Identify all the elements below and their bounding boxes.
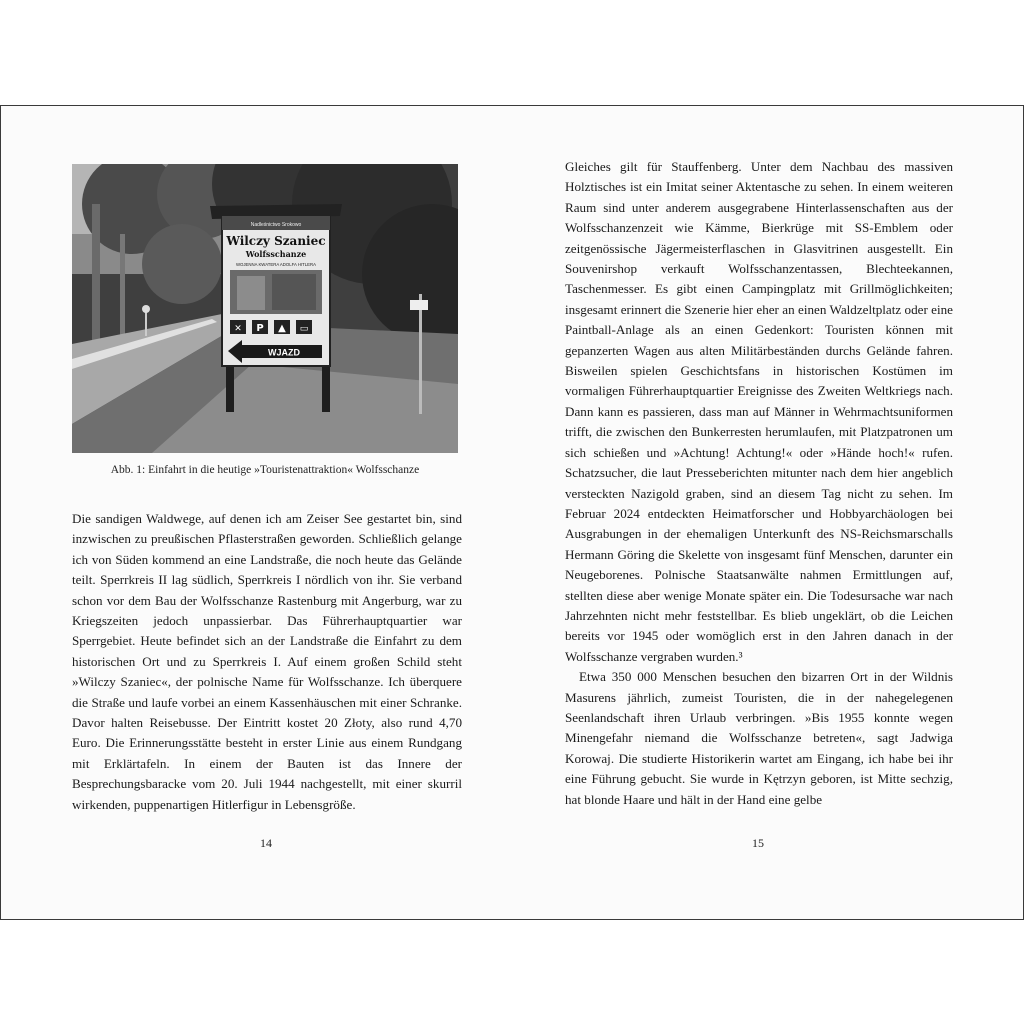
sign-arrow-text: WJAZD (268, 347, 300, 358)
right-body-text (565, 157, 953, 810)
page-number-right: 15 (752, 836, 764, 850)
right-paragraph-2: Etwa 350 000 Menschen besuchen den bizarren Ort in der Wildnis Masurens jährlich, zumeist Touristen, die in der nahegelegenen Seenlandschaft ihren Urlaub verbringen. »Bis 1955 konnte wegen Minengefahr niemand die Wolfsschanze betreten«, sagt Jadwiga Korowaj. Die studierte Historikerin wartet am Eingang, ich habe bei ihr eine Führung gebucht. Sie wurde in Kętrzyn geboren, ist Mitte sechzig, hat blonde Haare und hält in der Hand eine gelbe (565, 669, 953, 807)
page-number-left: 14 (260, 836, 272, 850)
svg-text:▭: ▭ (299, 324, 309, 334)
sign-line: WOJENNA KWATERA ADOLFA HITLERA (236, 262, 316, 267)
left-paragraph: Die sandigen Waldwege, auf denen ich am Zeiser See gestartet bin, sind inzwischen zu preußischen Pflasterstraßen geworden. Schließlich gelange ich von Süden kommend an eine Landstraße, die noch heute das Gelände teilt. Sperrkreis II lag südlich, Sperrkreis I nördlich von ihr. Sie verband schon vor dem Bau der Wolfsschanze Rastenburg mit Angerburg, war zu Kriegszeiten jedoch unpassierbar. Das Führerhauptquartier war Sperrgebiet. Heute befindet sich an der Landstraße die Einfahrt zu dem historischen Ort und zu Sperrkreis I. Auf einem großen Schild steht »Wilczy Szaniec«, der polnische Name für Wolfsschanze. Ich überquere die Straße und laufe vorbei an einem Kassenhäuschen mit einer Schranke. Davor halten Reisebusse. Der Eintritt kostet 20 Złoty, also rund 4,70 Euro. Die Erinnerungsstätte besteht in erster Linie aus einem Rundgang mit Erklärtafeln. In einem der Bauten ist das Innere der Besprechungsbaracke vom 20. Juli 1944 nachgestellt, mit einer skurril wirkenden, puppenartigen Hitlerfigur in Lebensgröße. (72, 511, 462, 812)
figure-photo (72, 164, 458, 453)
sign-header-text: Nadleśnictwo Srokowo (250, 222, 302, 228)
sign-title: Wilczy Szaniec (226, 234, 326, 248)
svg-text:P: P (256, 323, 264, 334)
right-paragraph-1: Gleiches gilt für Stauffenberg. Unter dem Nachbau des massiven Holztisches ist ein Imitat seiner Aktentasche zu sehen. In einem weiteren Raum sind unter anderem ausgegrabene Hinterlassenschaften aus der Wolfsschanzenzeit wie Kämme, Bierkrüge mit SS-Emblem oder zeitgenössische Jägermeisterflaschen in Glasvitrinen ausgestellt. Ein Souvenirshop verkauft Wolfsschanzentassen, Blechteekannen, Taschenmesser. Es gibt einen Campingplatz mit Grillmöglichkeiten; insgesamt erinnert die Szenerie hier eher an einen Waldzeltplatz oder eine Paintball-Anlage als an einen Gedenkort: Touristen können mit gepanzerten Wagen aus alten Militärbeständen durchs Gelände fahren. Bisweilen spielen Geschichtsfans in historischen Kostümen im vormaligen Führerhauptquartier Ereignisse des Zweiten Weltkriegs nach. Dann kann es passieren, dass man auf Männer in Wehrmachtsuniformen trifft, die zwischen den Bunkerresten herumlaufen, mit Platzpatronen um sich schießen und »Achtung! Achtung!« oder »Hände hoch!« rufen. Schatzsucher, die laut Presseberichten mitunter nach dem hier angeblich versteckten Nazigold graben, sind an diesem Tag nicht zu sehen. Im Februar 2024 entdeckten Heimatforscher und Hobbyarchäologen bei Ausgrabungen in der ehemaligen Unterkunft des NS-Reichsmarschalls Hermann Göring die Skelette von insgesamt fünf Menschen, darunter ein Neugeborenes. Polnische Staatsanwälte nahmen Ermittlungen auf, stellten diese aber wenige Monate später ein. Die Todesursache war nach Jahrzehnten nicht mehr feststellbar. Es blieb ungeklärt, ob die Leichen bereits vor 1945 oder womöglich erst in den Jahren danach in der Wolfsschanze vergraben wurden.³ (565, 159, 953, 664)
sign-subtitle: Wolfsschanze (245, 249, 307, 259)
svg-text:▲: ▲ (278, 323, 286, 334)
trail-sign-icon (410, 300, 428, 310)
svg-text:✕: ✕ (234, 324, 242, 334)
figure-caption: Abb. 1: Einfahrt in die heutige »Touristenattraktion« Wolfsschanze (110, 464, 420, 476)
left-body-text (72, 509, 462, 815)
